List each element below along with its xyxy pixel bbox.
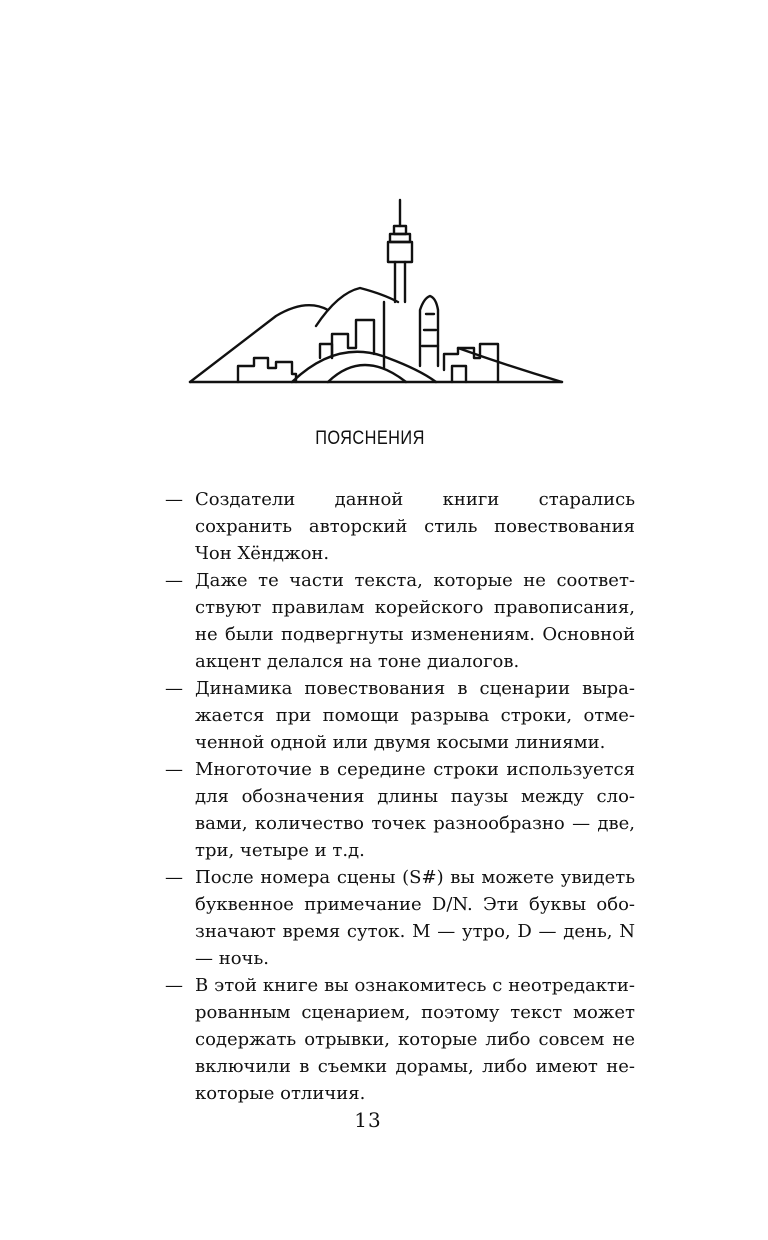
list-item [165, 675, 635, 756]
bullet-dash: — [165, 867, 183, 888]
notes-list [165, 486, 635, 1107]
list-item [165, 486, 635, 567]
bullet-dash: — [165, 759, 183, 780]
list-item [165, 864, 635, 972]
list-item [165, 756, 635, 864]
page-title: ПОЯСНЕНИЯ [315, 428, 425, 449]
note-text: После номера сцены (S#) вы можете увидеть буквенное примечание D/N. Эти буквы обозначают время суток. M — утро, D — день, N — ночь. [195, 867, 635, 969]
note-text: Даже те части текста, которые не соответствуют правилам корейского правописания, не были подвергнуты изменениям. Основной акцент делался на тоне диалогов. [195, 570, 635, 672]
note-text: В этой книге вы ознакомитесь с неотредактированным сценарием, поэтому текст может содержать отрывки, которые либо совсем не включили в съемки дорамы, либо имеют некоторые отличия. [195, 975, 635, 1104]
bullet-dash: — [165, 975, 183, 996]
note-text: Динамика повествования в сценарии выражается при помощи разрыва строки, отмеченной одной или двумя косыми линиями. [195, 678, 635, 753]
list-item [165, 972, 635, 1107]
note-text: Создатели данной книги старались сохранить авторский стиль повествования Чон Хёнджон. [195, 489, 635, 564]
bullet-dash: — [165, 489, 183, 510]
bullet-dash: — [165, 570, 183, 591]
page-number: 13 [354, 1108, 382, 1132]
city-skyline-icon [188, 198, 564, 386]
note-text: Многоточие в середине строки используется для обозначения длины паузы между словами, количество точек разнообразно — две, три, четыре и т.д. [195, 759, 635, 861]
bullet-dash: — [165, 678, 183, 699]
list-item [165, 567, 635, 675]
